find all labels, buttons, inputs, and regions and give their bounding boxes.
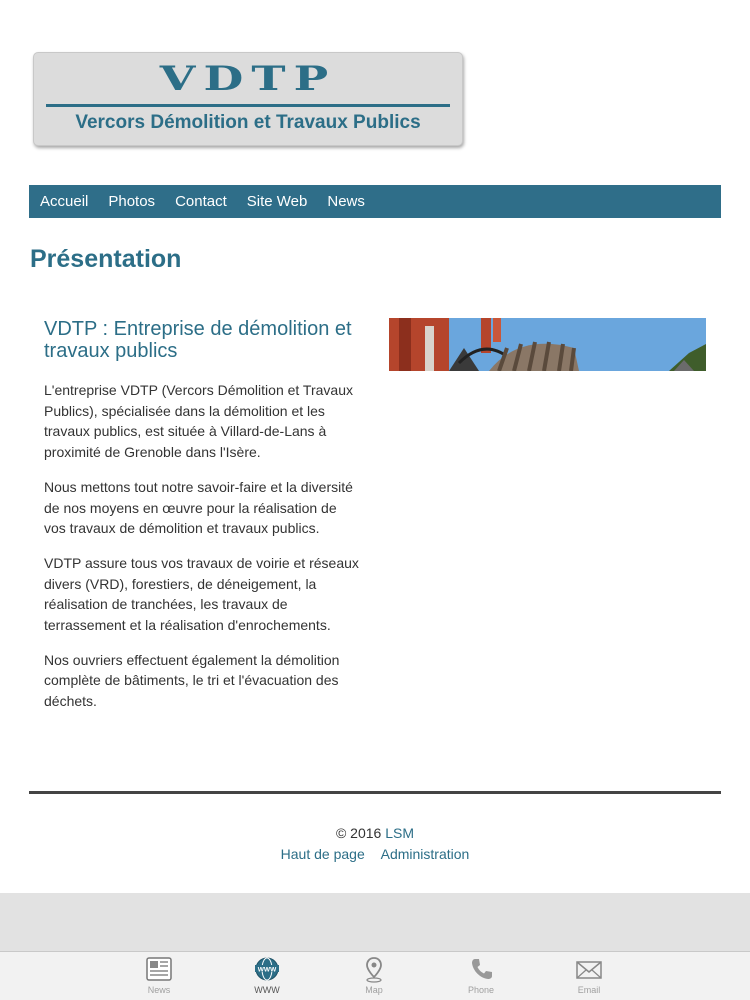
administration-link[interactable]: Administration — [380, 846, 470, 862]
tab-news-label: News — [147, 985, 171, 995]
tab-phone[interactable] — [451, 955, 511, 995]
footer-links — [0, 846, 750, 862]
nav-item-site-web[interactable]: Site Web — [246, 193, 308, 210]
lsm-link[interactable]: LSM — [385, 825, 415, 841]
paragraph-demolition: Nos ouvriers effectuent également la démolition complète de bâtiments, le tri et l'évacuation des déchets. — [44, 651, 340, 710]
footer-copyright — [0, 825, 750, 841]
svg-text:WWW: WWW — [257, 966, 277, 974]
machinery-photo — [389, 318, 706, 371]
map-pin-icon — [359, 955, 389, 983]
paragraph-intro: L'entreprise VDTP (Vercors Démolition et Travaux Publics), spécialisée dans la démolition et les travaux publics, est située à Villard-de-Lans à proximité de Grenoble dans l'Isère. — [44, 382, 353, 461]
tab-map-label: Map — [365, 985, 383, 995]
logo-acronym: VDTP — [159, 59, 337, 99]
tab-map[interactable] — [344, 955, 404, 995]
nav-item-accueil[interactable]: Accueil — [40, 193, 89, 210]
footer-divider — [29, 791, 721, 794]
paragraph-services: VDTP assure tous vos travaux de voirie et réseaux divers (VRD), forestiers, de déneigement, la réalisation de tranchées, les travaux de terrassement et la réalisation d'enrochements. — [44, 554, 359, 634]
main-nav — [29, 185, 721, 218]
tab-www[interactable] — [237, 955, 297, 995]
logo-rule — [46, 104, 450, 107]
section-title: VDTP : Entreprise de démolition et travaux publics — [44, 318, 352, 362]
tab-email-label: Email — [577, 985, 601, 995]
phone-icon — [466, 955, 496, 983]
site-logo[interactable] — [33, 52, 463, 146]
bottom-tab-bar — [0, 951, 750, 1000]
tab-email[interactable] — [559, 955, 619, 995]
app-spacer — [0, 893, 750, 951]
main-content — [44, 318, 362, 726]
machinery-illustration — [389, 318, 706, 371]
tab-www-label: WWW — [254, 985, 280, 995]
copyright-text: © 2016 — [335, 825, 382, 841]
tab-news[interactable] — [129, 955, 189, 995]
back-to-top-link[interactable]: Haut de page — [280, 846, 365, 862]
envelope-icon — [574, 955, 604, 983]
logo-full-name: Vercors Démolition et Travaux Publics — [75, 112, 421, 133]
page-title: Présentation — [30, 245, 182, 273]
nav-item-photos[interactable]: Photos — [108, 193, 156, 210]
nav-item-news[interactable]: News — [327, 193, 365, 210]
globe-icon — [252, 955, 282, 983]
paragraph-savoir-faire: Nous mettons tout notre savoir-faire et la diversité de nos moyens en œuvre pour la réalisation de vos travaux de démolition et travaux publics. — [44, 478, 353, 537]
nav-item-contact[interactable]: Contact — [175, 193, 227, 210]
newspaper-icon — [144, 955, 174, 983]
tab-phone-label: Phone — [467, 985, 495, 995]
